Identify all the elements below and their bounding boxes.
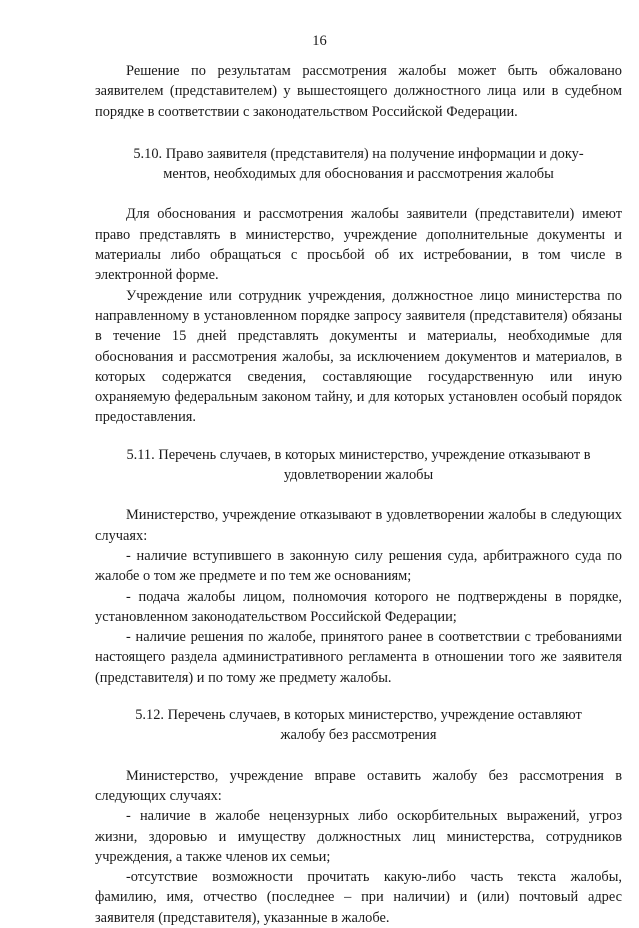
document-body [95, 61, 622, 928]
heading-5-10-line-2: ментов, необходимых для обоснования и рассмотрения жалобы [163, 166, 554, 183]
paragraph-5-10-obligations: Учреждение или сотрудник учреждения, должностное лицо министерства по направленному в установленном порядке запросу заявителя (представителя) обязаны в течение 15 дней представлять документы и материалы, необходимые для обоснования и рассмотрения жалобы, за исключением документов и материалов, в которых содержатся сведения, составляющие государственную или иную охраняемую федеральным законом тайну, и для которых установлен особый порядок предоставления. [95, 287, 622, 426]
list-item-5-12-offensive-content: - наличие в жалобе нецензурных либо оскорбительных выражений, угроз жизни, здоровью и имуществу должностных лиц министерства, сотрудников учреждения, а также членов их семьи; [95, 808, 622, 865]
heading-5-12 [95, 705, 622, 746]
heading-5-11 [95, 445, 622, 486]
heading-5-10 [95, 144, 622, 185]
page-number: 16 [312, 33, 327, 49]
paragraph-5-12-intro: Министерство, учреждение вправе оставить жалобу без рассмотрения в следующих случаях: [95, 767, 622, 804]
list-item-5-11-court-decision: - наличие вступившего в законную силу решения суда, арбитражного суда по жалобе о том же предмете и по тем же основаниям; [95, 547, 622, 585]
list-item-5-11-unconfirmed-authority: - подача жалобы лицом, полномочия которого не подтверждены в порядке, установленном законодательством Российской Федерации; [95, 588, 622, 625]
paragraph-appeal: Решение по результатам рассмотрения жалобы может быть обжаловано заявителем (представителем) у вышестоящего должностного лица или в судебном порядке в соответствии с законодательством Российской Федерации. [95, 63, 622, 120]
heading-5-11-line-1: 5.11. Перечень случаев, в которых министерство, учреждение отказывают в [126, 446, 591, 463]
paragraph-5-11-intro: Министерство, учреждение отказывают в удовлетворении жалобы в следующих случаях: [95, 507, 622, 544]
list-item-5-11-prior-decision: - наличие решения по жалобе, принятого ранее в соответствии с требованиями настоящего раздела административного регламента в отношении того же заявителя (представителя) и по тому же предмету жалобы. [95, 629, 622, 686]
heading-5-10-line-1: 5.10. Право заявителя (представителя) на получение информации и доку- [133, 145, 584, 162]
heading-5-12-line-1: 5.12. Перечень случаев, в которых министерство, учреждение оставляют [135, 707, 582, 724]
paragraph-5-10-rights: Для обоснования и рассмотрения жалобы заявители (представители) имеют право представлять в министерство, учреждение дополнительные документы и материалы либо обращаться с просьбой об их истребовании, в том числе в электронной форме. [95, 206, 622, 284]
heading-5-12-line-2: жалобу без рассмотрения [280, 727, 437, 744]
list-item-5-12-unreadable-text: -отсутствие возможности прочитать какую-либо часть текста жалобы, фамилию, имя, отчество (последнее – при наличии) и (или) почтовый адрес заявителя (представителя), указанные в жалобе. [95, 869, 622, 926]
heading-5-11-line-2: удовлетворении жалобы [283, 467, 434, 484]
